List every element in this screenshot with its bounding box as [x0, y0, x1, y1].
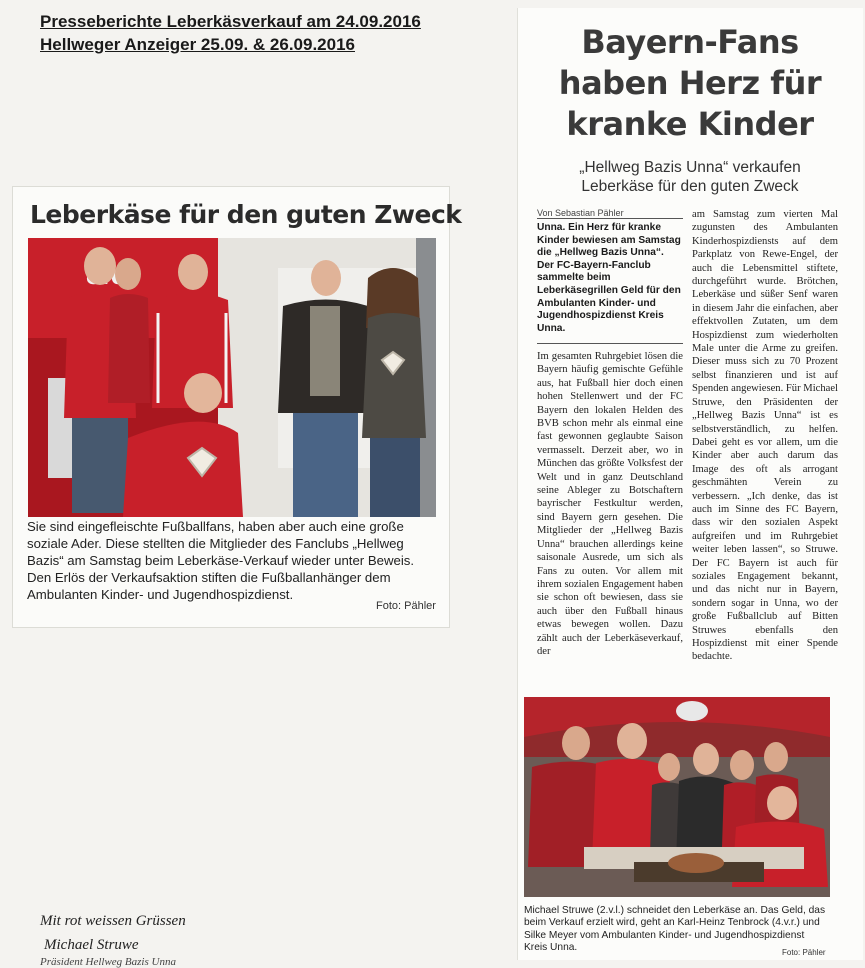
article-column-2: am Samstag zum vierten Mal zugunsten des Ambulanten Kinderhospizdiensts auf dem Parkplatz von Rewe-Engel, der auch die Lebensmittel stiftete, durchgeführt wurde. Brötchen, Leberkäse und süßer Senf waren in diesem Jahr die einfachen, aber effektvollen Zutaten, um dem Hospizdienst zum wiederholten Male unter die Arme zu greifen. Dieser muss sich zu 70 Prozent selbst finanzieren und ist auf Spenden angewiesen. Für Michael Struwe, den Präsidenten der „Hellweg Bazis Unna“ ist es selbstverständlich, zu helfen. Dabei geht es vor allem, um die Kinder aber auch darum das Image des oft als arrogant geschmähten Verein zu verbessern. „Ich denke, das ist auch im Sinne des FC Bayern, dass wir den sozialen Aspekt aufgreifen und im Ruhrgebiet weiter leben lassen“, so Struwe. Der FC Bayern ist auch für soziales Engagement bekannt, und das nicht nur in Bayern, sondern sogar in Unna, wo der große Fußballclub auf Bitten Struwes ebenfalls den Hospizdienst mit einer Spende bedachte.: [692, 209, 838, 663]
subhead-line-2: Leberkäse für den guten Zweck: [581, 178, 799, 195]
article-headline: [520, 22, 860, 145]
byline-rule: [537, 218, 683, 219]
article-column-1: Im gesamten Ruhrgebiet lösen die Bayern häufig gemischte Gefühle aus, hat Fußball hier doch einen hohen Stellenwert und der FC Bayern den lokalen Helden des BVB schon mehr als einmal eine fast gewonnen geglaubte Saison vermasselt. Derzeit aber, wo in München das größte Volksfest der Welt und in ganz Deutschland seine Ableger zu Botschaftern bayrischer Festkultur werden, sind Bayern gern gesehen. Die Mitglieder der „Hellweg Bazis Unna“ brauchen allerdings keine saisonale Ausrede, um sich als Fans zu outen. Vor allem mit ihrem sozialen Engagement haben sie schon oft bewiesen, dass sie auch über den Fußball hinaus etwas bewegen wollen. Dazu zählt auch der Leberkäseverkauf, der: [537, 351, 683, 657]
article-byline: Von Sebastian Pähler: [537, 208, 624, 218]
clipping-left-photo-credit: Foto: Pähler: [376, 600, 436, 612]
report-title-line2: Hellweger Anzeiger 25.09. & 26.09.2016: [40, 35, 355, 54]
clipping-left-caption: Sie sind eingefleischte Fußballfans, haben aber auch eine große soziale Ader. Diese stellten die Mitglieder des Fanclubs „Hellweg Bazis“ am Samstag beim Leberkäse-Verkauf wieder unter Beweis. Den Erlös der Verkaufsaktion stiften die Fußballanhänger dem Ambulanten Kinder- und Jugendhospizdienst.: [27, 519, 415, 602]
headline-line-2: haben Herz für: [558, 64, 822, 102]
report-title-line1: Presseberichte Leberkäsverkauf am 24.09.2016: [40, 12, 421, 31]
signature-greeting: Mit rot weissen Grüssen: [40, 913, 186, 929]
clipping-right-photo-caption: Michael Struwe (2.v.l.) schneidet den Leberkäse an. Das Geld, das beim Verkauf erzielt wird, geht an Karl-Heinz Tenbrock (4.v.r.) und Silke Meyer vom Ambulanten Kinder- und Jugendhospizdienst Kreis Unna.: [524, 905, 826, 954]
photo-fanclub-group: [28, 238, 436, 517]
signature-name: Michael Struwe: [44, 937, 139, 953]
photo-leberkaese-cutting: [524, 697, 830, 897]
headline-line-1: Bayern-Fans: [581, 23, 799, 61]
lead-rule: [537, 343, 683, 344]
clipping-right-photo-credit: Foto: Pähler: [782, 948, 826, 957]
article-lead: Unna. Ein Herz für kranke Kinder bewiesen am Samstag die „Hellweg Bazis Unna“. Der FC-Bayern-Fanclub sammelte beim Leberkäsegrillen Geld für den Ambulanten Kinder- und Jugendhospizdienst Kreis Unna.: [537, 222, 681, 334]
subhead-line-1: „Hellweg Bazis Unna“ verkaufen: [579, 159, 801, 176]
article-subheadline: [520, 158, 860, 196]
headline-line-3: kranke Kinder: [566, 105, 814, 143]
signature-title: Präsident Hellweg Bazis Unna: [40, 956, 176, 968]
clipping-left-title: Leberkäse für den guten Zweck: [30, 200, 462, 229]
